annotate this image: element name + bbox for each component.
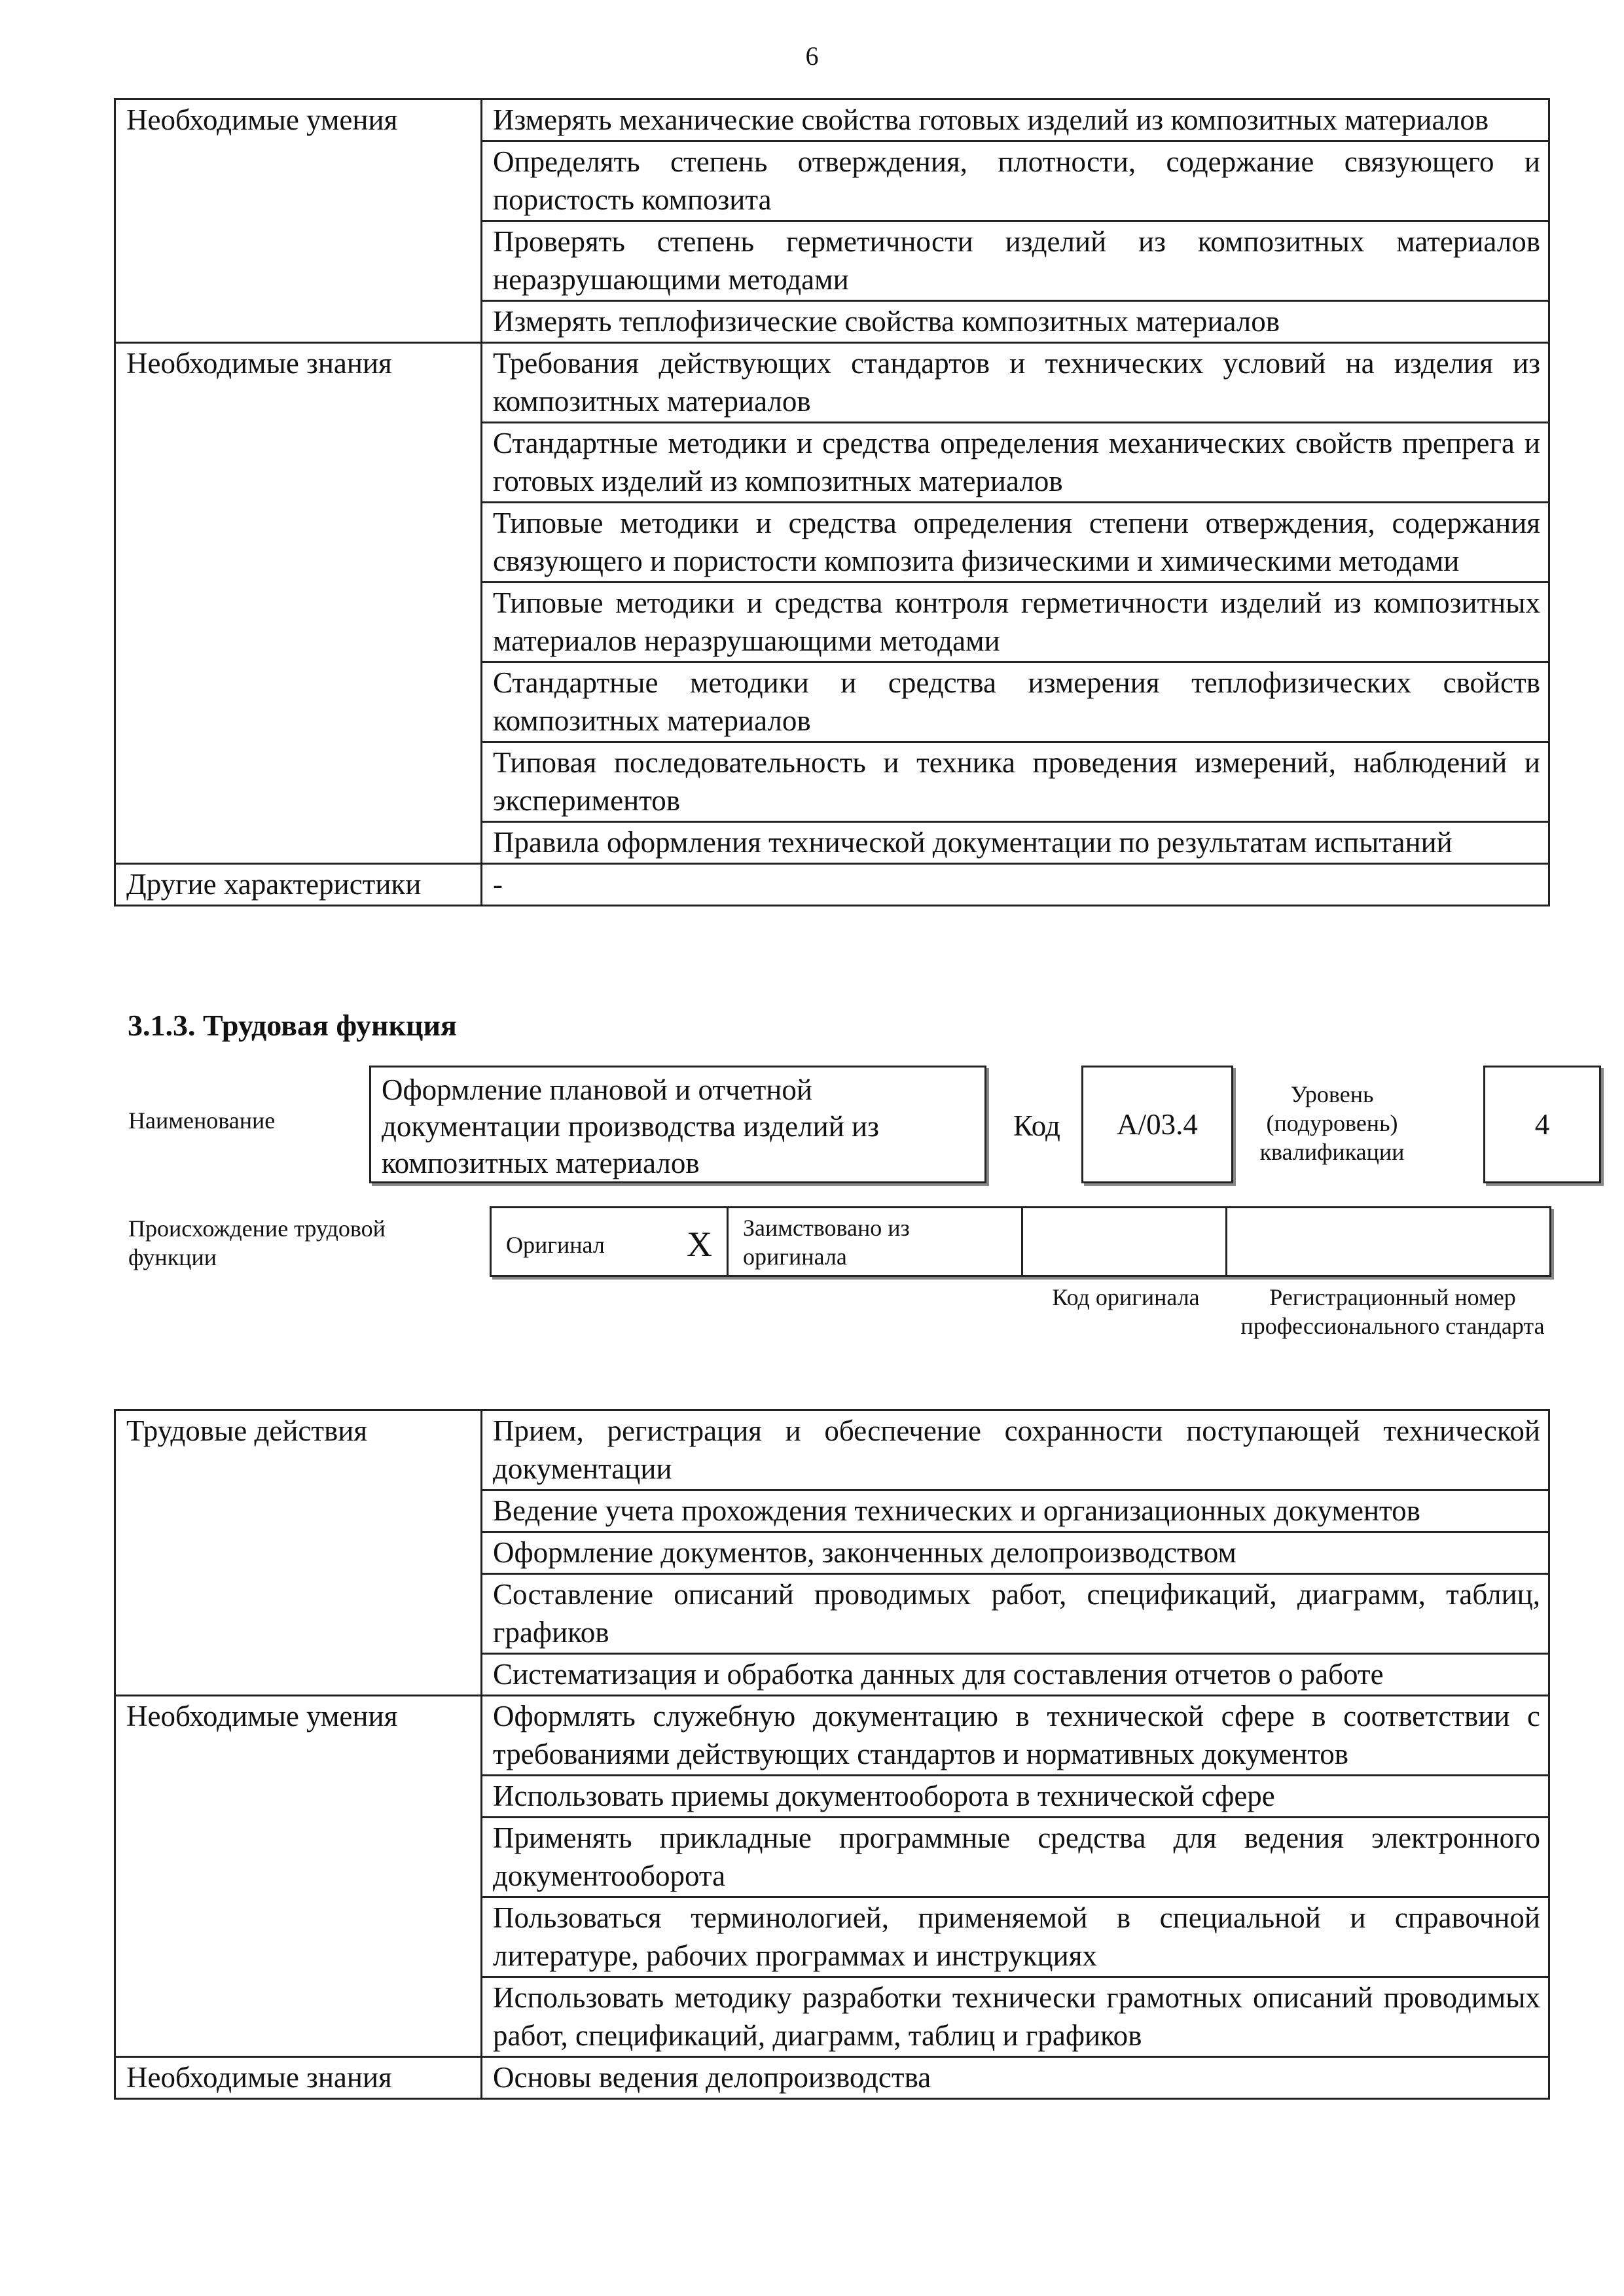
code-value-box: A/03.4 [1081,1066,1233,1183]
origin-table [490,1206,1551,1277]
table-cell: Применять прикладные программные средства для ведения электронного документооборота [482,1818,1549,1897]
row-label-actions: Трудовые действия [115,1410,482,1696]
section-title: 3.1.3. Трудовая функция [128,1009,457,1042]
level-value-box: 4 [1483,1066,1601,1183]
name-label: Наименование [128,1107,276,1134]
table-cell: Типовые методики и средства определения степени отверждения, содержания связующего и пористости композита физическими и химическими методами [482,503,1549,583]
row-label-skills: Необходимые умения [115,99,482,343]
code-label: Код [1013,1109,1060,1142]
table-cell: Использовать методику разработки технически грамотных описаний проводимых работ, спецификаций, диаграмм, таблиц и графиков [482,1977,1549,2057]
table-row [115,343,1549,423]
origin-borrowed-label: Заимствовано из оригинала [743,1215,910,1270]
origin-original-label: Оригинал [506,1232,605,1258]
table-cell: Типовые методики и средства контроля герметичности изделий из композитных материалов неразрушающими методами [482,583,1549,662]
requirements-table-2 [114,1409,1550,2100]
table-cell: Оформление документов, законченных делопроизводством [482,1532,1549,1574]
table-cell: Измерять теплофизические свойства композитных материалов [482,301,1549,343]
table-cell: Проверять степень герметичности изделий из композитных материалов неразрушающими методами [482,221,1549,301]
origin-reg-cell [1227,1208,1551,1275]
table-cell: Определять степень отверждения, плотности, содержание связующего и пористость композита [482,141,1549,221]
table-row [115,1410,1549,1490]
table-cell: Требования действующих стандартов и технических условий на изделия из композитных материалов [482,343,1549,423]
table-cell: Пользоваться терминологией, применяемой в специальной и справочной литературе, рабочих программах и инструкциях [482,1897,1549,1977]
origin-code-cell [1023,1208,1227,1275]
function-name-box: Оформление плановой и отчетной документации производства изделий из композитных материалов [369,1066,986,1183]
table-cell: Стандартные методики и средства определения механических свойств препрега и готовых изделий из композитных материалов [482,423,1549,503]
level-label: Уровень (подуровень) квалификации [1259,1081,1405,1165]
table-cell: Стандартные методики и средства измерения теплофизических свойств композитных материалов [482,662,1549,742]
table-cell: Измерять механические свойства готовых изделий из композитных материалов [482,99,1549,141]
row-label-skills: Необходимые умения [115,1696,482,2057]
table-cell: Составление описаний проводимых работ, спецификаций, диаграмм, таблиц, графиков [482,1574,1549,1654]
table-cell: Использовать приемы документооборота в технической сфере [482,1776,1549,1818]
origin-borrowed-cell [729,1208,1023,1275]
code-original-caption: Код оригинала [1052,1284,1200,1310]
table-cell: Ведение учета прохождения технических и организационных документов [482,1490,1549,1532]
reg-number-caption: Регистрационный номер профессионального стандарта [1240,1284,1545,1339]
origin-label: Происхождение трудовой функции [128,1215,386,1270]
table-cell: Систематизация и обработка данных для составления отчетов о работе [482,1654,1549,1696]
table-row [115,1696,1549,1776]
page-number: 6 [805,41,819,71]
table-row [115,2057,1549,2099]
row-label-knowledge: Необходимые знания [115,2057,482,2099]
table-cell: Типовая последовательность и техника проведения измерений, наблюдений и экспериментов [482,742,1549,822]
table-row [115,864,1549,906]
table-cell: Основы ведения делопроизводства [482,2057,1549,2099]
table-row [115,99,1549,141]
row-label-other: Другие характеристики [115,864,482,906]
origin-mark: X [687,1225,712,1264]
table-cell: - [482,864,1549,906]
requirements-table-1 [114,98,1550,906]
row-label-knowledge: Необходимые знания [115,343,482,864]
origin-original-cell [492,1208,729,1275]
table-cell: Правила оформления технической документации по результатам испытаний [482,822,1549,864]
table-cell: Оформлять служебную документацию в технической сфере в соответствии с требованиями действующих стандартов и нормативных документов [482,1696,1549,1776]
table-cell: Прием, регистрация и обеспечение сохранности поступающей технической документации [482,1410,1549,1490]
